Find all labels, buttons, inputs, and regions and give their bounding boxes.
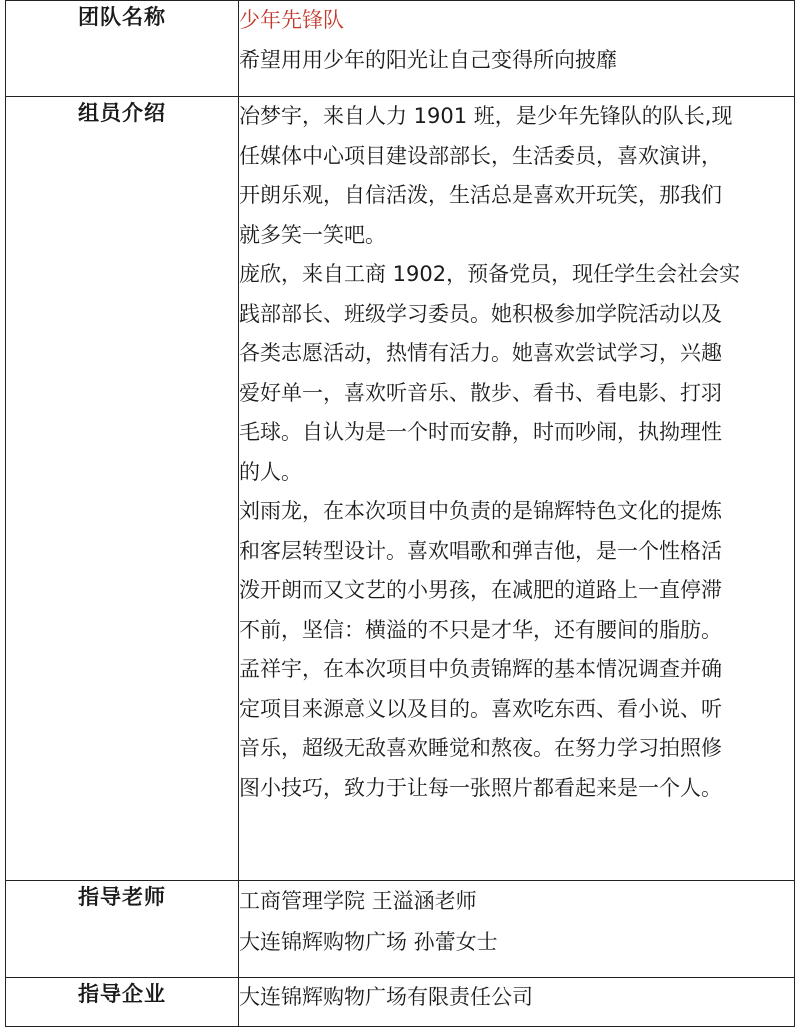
intro-line: 泼开朗而又文艺的小男孩，在减肥的道路上一直停滞 xyxy=(239,578,722,602)
intro-line: 毛球。自认为是一个时而安静，时而吵闹，执拗理性 xyxy=(239,420,722,444)
intro-line: 定项目来源意义以及目的。喜欢吃东西、看小说、听 xyxy=(239,696,722,721)
intro-line: 的人。 xyxy=(239,459,302,484)
intro-line: 庞欣，来自工商 1902，预备党员，现任学生会社会实 xyxy=(239,262,741,286)
team-name: 少年先锋队 xyxy=(239,8,344,32)
intro-line: 和客层转型设计。喜欢唱歌和弹吉他，是一个性格活 xyxy=(239,538,722,563)
intro-line: 孟祥宇，在本次项目中负责锦辉的基本情况调查并确 xyxy=(239,657,722,681)
advisors-label: 指导老师 xyxy=(6,881,239,978)
intro-line: 刘雨龙，在本次项目中负责的是锦辉特色文化的提炼 xyxy=(239,499,722,523)
intro-line: 爱好单一，喜欢听音乐、散步、看书、看电影、打羽 xyxy=(239,380,722,405)
members-label: 组员介绍 xyxy=(6,97,239,881)
team-slogan: 希望用用少年的阳光让自己变得所向披靡 xyxy=(239,47,617,72)
member-intro xyxy=(239,255,794,492)
advisor-entry: 大连锦辉购物广场 孙蕾女士 xyxy=(239,930,498,954)
advisors-row xyxy=(6,881,795,978)
intro-line: 任媒体中心项目建设部部长，生活委员，喜欢演讲， xyxy=(239,143,722,168)
company-cell xyxy=(239,978,795,1027)
members-row xyxy=(6,97,795,881)
members-cell xyxy=(239,97,795,881)
intro-line: 就多笑一笑吧。 xyxy=(239,222,386,247)
company-name: 大连锦辉购物广场有限责任公司 xyxy=(239,985,533,1009)
team-name-row xyxy=(6,1,795,97)
team-name-label: 团队名称 xyxy=(6,1,239,97)
advisor-entry: 工商管理学院 王溢涵老师 xyxy=(239,889,477,913)
intro-line: 冶梦宇，来自人力 1901 班，是少年先锋队的队长,现 xyxy=(239,104,733,128)
member-intro xyxy=(239,650,794,808)
intro-line: 图小技巧，致力于让每一张照片都看起来是一个人。 xyxy=(239,775,722,800)
intro-line: 开朗乐观，自信活泼，生活总是喜欢开玩笑，那我们 xyxy=(239,183,722,207)
intro-line: 各类志愿活动，热情有活力。她喜欢尝试学习，兴趣 xyxy=(239,341,722,365)
team-info-table xyxy=(5,0,795,1027)
member-intro xyxy=(239,492,794,650)
team-name-cell xyxy=(239,1,795,97)
company-row xyxy=(6,978,795,1027)
intro-line: 践部部长、班级学习委员。她积极参加学院活动以及 xyxy=(239,301,722,326)
intro-line: 音乐，超级无敌喜欢睡觉和熬夜。在努力学习拍照修 xyxy=(239,736,722,760)
company-label: 指导企业 xyxy=(6,978,239,1027)
member-intro xyxy=(239,97,794,255)
advisors-cell xyxy=(239,881,795,978)
intro-line: 不前，坚信：横溢的不只是才华，还有腰间的脂肪。 xyxy=(239,617,722,642)
